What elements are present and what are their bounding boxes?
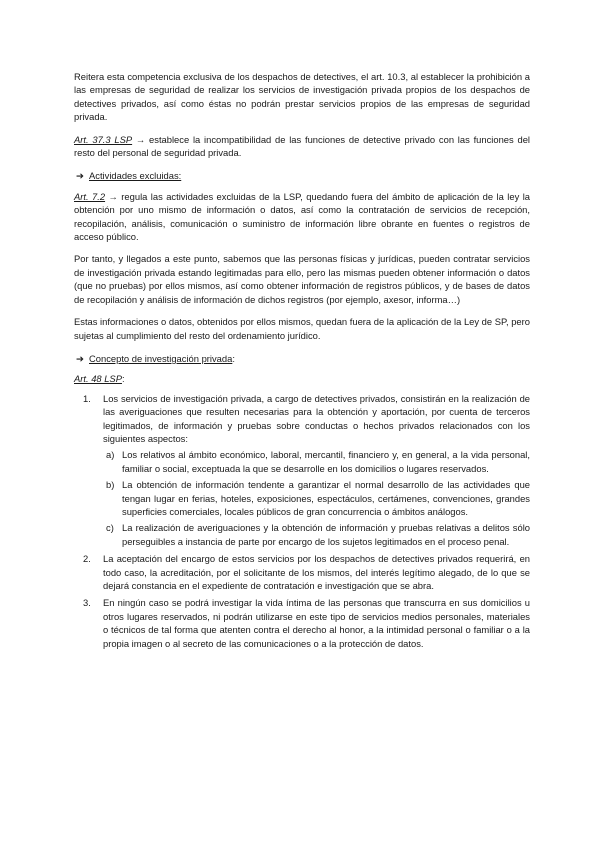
section-heading-label: Concepto de investigación privada (89, 352, 233, 364)
numbered-list (74, 392, 530, 650)
list-item (74, 596, 530, 650)
heading-colon: : (121, 373, 125, 385)
paragraph-text: regula las actividades excluidas de la LSP, quedando fuera del ámbito de aplicación de la ley la obtención por uno mismo de información o datos, así como la contratación de servicios de recepción, recopilación, análisis, comunicación o suministro de información libre obrante en fuentes o registros de acceso público. (74, 190, 530, 243)
section-heading-private-investigation (74, 352, 530, 365)
sub-list-item (103, 478, 530, 518)
sub-list-item (103, 521, 530, 548)
sub-list-letter: b) (106, 479, 115, 491)
list-number: 3. (83, 597, 91, 609)
paragraph-text: establece la incompatibilidad de las funciones de detective privado con las funciones del resto del personal de seguridad privada. (74, 133, 530, 159)
paragraph-art-37-3 (74, 133, 530, 160)
document-body (74, 70, 530, 650)
list-item-text: En ningún caso se podrá investigar la vida íntima de las personas que transcurra en sus domicilios u otros lugares reservados, ni podrán utilizarse en este tipo de servicios medios personales, materiales o técnicos de tal forma que atenten contra el derecho al honor, a la intimidad personal o familiar o a la propia imagen o al secreto de las comunicaciones o a la protección de datos. (103, 597, 530, 649)
sub-list-text: La obtención de información tendente a garantizar el normal desarrollo de las actividades que tengan lugar en ferias, hoteles, exposiciones, espectáculos, certámenes, convenciones, grandes superficies comerciales, locales públicos de gran concurrencia o ámbitos análogos. (122, 479, 530, 517)
sub-list-text: La realización de averiguaciones y la obtención de información y pruebas relativas a delitos sólo perseguibles a instancia de parte por encargo de los sujetos legitimados en el proceso penal. (122, 522, 530, 547)
sub-list-letter: a) (106, 449, 115, 461)
list-item-text: Los servicios de investigación privada, a cargo de detectives privados, consistirán en la realización de las averiguaciones que resulten necesarias para la obtención y aportación, por cuenta de terceros legitimados, de información y pruebas sobre conductas o hechos privados relacionados con los siguientes aspectos: (103, 392, 530, 444)
article-reference: Art. 48 LSP (74, 373, 122, 385)
arrow-icon: → (108, 190, 118, 202)
article-reference: Art. 37.3 LSP (74, 133, 133, 145)
article-48-heading (74, 372, 530, 385)
paragraph-conclusion: Por tanto, y llegados a este punto, sabemos que las personas físicas y jurídicas, pueden contratar servicios de investigación privada estando legitimadas para ello, pero las mismas pueden obtener información o datos (que no pruebas) por ellos mismos, así como obtener información de registros públicos, y de bases de datos de recopilación y análisis de información de dichos registros (por ejemplo, axesor, informa…) (74, 253, 530, 305)
section-heading-label: Actividades excluidas: (89, 170, 182, 182)
list-number: 1. (83, 392, 91, 404)
bullet-arrow-icon: ➔ (76, 352, 84, 364)
article-reference: Art. 7.2 (74, 190, 106, 202)
paragraph-excluded-info: Estas informaciones o datos, obtenidos por ellos mismos, quedan fuera de la aplicación de la Ley de SP, pero sujetas al cumplimiento del resto del ordenamiento jurídico. (74, 316, 530, 341)
paragraph-art-10-3: Reitera esta competencia exclusiva de los despachos de detectives, el art. 10.3, al establecer la prohibición a las empresas de seguridad de realizar los servicios de investigación privada propios de los despachos de detectives privados, así como éstas no podrán prestar servicios propios de las empresas de seguridad privada. (74, 71, 530, 123)
list-item (74, 392, 530, 548)
list-item-text: La aceptación del encargo de estos servicios por los despachos de detectives privados requerirá, en todo caso, la acreditación, por el solicitante de los mismos, del interés legítimo alegado, de lo que se dejará constancia en el expediente de contratación e investigación que se abra. (103, 553, 530, 591)
arrow-icon: → (135, 133, 146, 145)
sub-list-letter: c) (106, 522, 114, 534)
paragraph-art-7-2 (74, 190, 530, 244)
bullet-arrow-icon: ➔ (76, 170, 84, 182)
section-heading-excluded-activities (74, 169, 530, 182)
heading-colon: : (232, 352, 235, 364)
sub-list-item (103, 448, 530, 475)
sub-list-text: Los relativos al ámbito económico, laboral, mercantil, financiero y, en general, a la vida personal, familiar o social, exceptuada la que se desarrolle en los domicilios o lugares reservados. (122, 449, 530, 474)
list-number: 2. (83, 553, 91, 565)
list-item (74, 552, 530, 592)
